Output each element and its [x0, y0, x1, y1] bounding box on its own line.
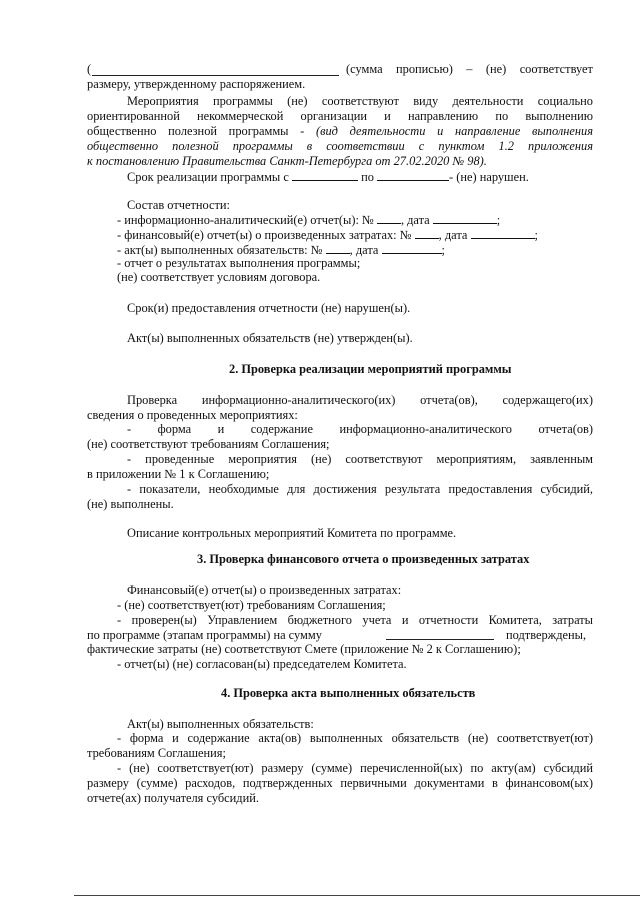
s4-line3: требованиям Соглашения;	[87, 746, 226, 760]
s2-line4: (не) соответствуют требованиям Соглашения;	[87, 437, 330, 451]
sum-amount-blank	[386, 639, 494, 640]
s2-line3: - форма и содержание информационно-аналитического отчета(ов)	[127, 422, 593, 436]
top-line-2: размеру, утвержденному распоряжением.	[87, 77, 306, 91]
s3-line3: - проверен(ы) Управлением бюджетного учета и отчетности Комитета, затраты	[117, 613, 593, 627]
p1-line4: общественно полезной программы в соответствии с пунктом 1.2 приложения	[87, 139, 593, 153]
top-open-paren: (	[87, 62, 92, 76]
s2-line9: Описание контрольных мероприятий Комитета по программе.	[127, 526, 457, 540]
s2-line6: в приложении № 1 к Соглашению;	[87, 467, 270, 481]
s3-line5: фактические затраты (не) соответствуют Смете (приложение № 2 к Соглашению);	[87, 642, 521, 656]
report-item-4: - отчет о результатах выполнения программы;	[117, 256, 361, 270]
report-deadline: Срок(и) предоставления отчетности (не) нарушен(ы).	[127, 301, 411, 315]
s2-line7: - показатели, необходимые для достижения результата предоставления субсидий,	[127, 482, 593, 496]
top-line-tail: (сумма прописью) – (не) соответствует	[346, 62, 593, 76]
s3-line6: - отчет(ы) (не) согласован(ы) председателем Комитета.	[117, 657, 407, 671]
s3-line1: Финансовый(е) отчет(ы) о произведенных затратах:	[127, 583, 402, 597]
s2-line5: - проведенные мероприятия (не) соответствуют мероприятиям, заявленным	[127, 452, 593, 466]
p1-line2: ориентированной некоммерческой организации и направлению по выполнению	[87, 109, 593, 123]
acts-approved: Акт(ы) выполненных обязательств (не) утвержден(ы).	[127, 331, 413, 345]
term-to-blank	[377, 169, 449, 181]
s3-line4-tail: подтверждены,	[506, 628, 587, 642]
bottom-edge-line	[74, 895, 640, 896]
p1-line5: к постановлению Правительства Санкт-Петербурга от 27.02.2020 № 98).	[87, 154, 487, 168]
section-3-heading: 3. Проверка финансового отчета о произведенных затратах	[197, 552, 530, 566]
s3-line2: - (не) соответствует(ют) требованиям Соглашения;	[117, 598, 386, 612]
report-item-1: - информационно-аналитический(е) отчет(ы): № , дата ;	[117, 213, 501, 227]
s4-line5: размеру (сумме) расходов, подтвержденных первичными документами в финансовом(ых)	[87, 776, 593, 790]
p1-line1: Мероприятия программы (не) соответствуют виду деятельности социально	[127, 94, 593, 108]
s2-line8: (не) выполнены.	[87, 497, 174, 511]
program-term-line: Срок реализации программы с по - (не) нарушен.	[127, 170, 529, 184]
s2-line2: сведения о проведенных мероприятиях:	[87, 408, 298, 422]
report-item-3: - акт(ы) выполненных обязательств: № , дата ;	[117, 243, 445, 257]
report-title: Состав отчетности:	[127, 198, 230, 212]
report-item-2: - финансовый(е) отчет(ы) о произведенных затратах: № , дата ;	[117, 228, 538, 242]
section-2-heading: 2. Проверка реализации мероприятий программы	[229, 362, 512, 376]
p1-line3: общественно полезной программы - (вид деятельности и направление выполнения	[87, 124, 593, 138]
s3-line4: по программе (этапам программы) на сумму	[87, 628, 322, 642]
report-item-5: (не) соответствует условиям договора.	[117, 270, 321, 284]
sum-blank	[92, 75, 339, 76]
s4-line4: - (не) соответствует(ют) размеру (сумме) перечисленной(ых) по акту(ам) субсидий	[117, 761, 593, 775]
s2-line1: Проверка информационно-аналитического(их) отчета(ов), содержащего(их)	[127, 393, 593, 407]
section-4-heading: 4. Проверка акта выполненных обязательств	[221, 686, 476, 700]
s4-line6: отчете(ах) получателя субсидий.	[87, 791, 259, 805]
s4-line2: - форма и содержание акта(ов) выполненных обязательств (не) соответствует(ют)	[117, 731, 593, 745]
sum-words: (сумма прописью)	[346, 62, 453, 76]
term-from-blank	[292, 169, 358, 181]
s4-line1: Акт(ы) выполненных обязательств:	[127, 717, 314, 731]
